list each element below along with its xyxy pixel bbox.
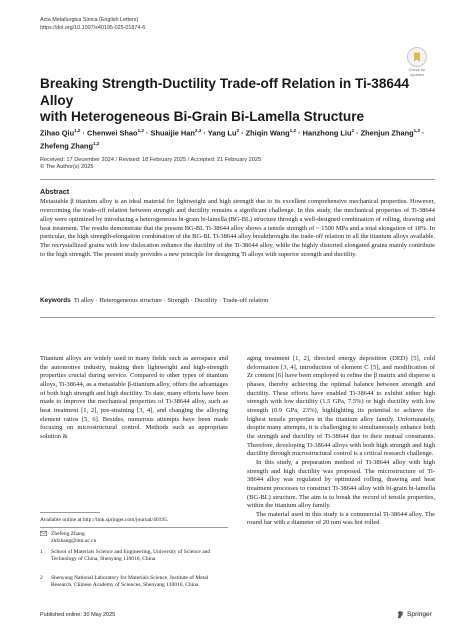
body-left-column bbox=[40, 355, 228, 442]
author-name[interactable]: Zhenjun Zhang bbox=[360, 128, 414, 138]
divider bbox=[40, 179, 435, 180]
contact-name: Zhefeng Zhang bbox=[51, 531, 85, 537]
body-right-column bbox=[247, 355, 435, 528]
springer-logo bbox=[396, 610, 432, 619]
affiliation-text: Shenyang National Laboratory for Materials Science, Institute of Metal Research, Chinese Academy of Sciences, Shenyang 110016, China bbox=[51, 575, 209, 589]
keywords-text: Ti alloy · Heterogeneous structure · Strength · Ductility · Trade-off relation bbox=[73, 297, 269, 304]
contact-email[interactable]: zhfzhang@imr.ac.cn bbox=[51, 538, 97, 545]
author-name[interactable]: Yang Lu bbox=[207, 128, 237, 138]
keywords-label: Keywords bbox=[40, 297, 71, 304]
author-affiliation: 2 bbox=[351, 128, 355, 133]
copyright: © The Author(s) 2025 bbox=[40, 164, 94, 171]
divider bbox=[40, 317, 435, 318]
springer-horse-icon bbox=[396, 610, 405, 619]
title-line2: with Heterogeneous Bi-Grain Bi-Lamella Structure bbox=[40, 109, 365, 124]
contact-author bbox=[40, 531, 228, 545]
online-link[interactable]: Available online at http://link.springer.com/journal/40195. bbox=[40, 517, 169, 523]
body-paragraph: In this study, a preparation method of Ti-38644 alloy with high strength and high ductility was proposed. The microstructure of Ti-38644 alloy was regulated by optimized rolling, drawing and heat treatment processes to construct Ti-38644 alloy with bi-grain bi-lamella (BG-BL) structure. The aim is to break the record of tensile properties, within the titanium alloy family. bbox=[247, 458, 435, 510]
title-line1: Breaking Strength-Ductility Trade-off Relation in Ti-38644 Alloy bbox=[40, 76, 410, 108]
affiliation-number: 2 bbox=[40, 575, 43, 581]
affiliation-number: 1 bbox=[40, 549, 43, 555]
author-affiliation: 1,2 bbox=[289, 128, 297, 133]
badge-line2: updates bbox=[409, 71, 425, 77]
doi-link[interactable]: https://doi.org/10.1007/s40195-025-01874-6 bbox=[40, 24, 146, 31]
bookmark-icon bbox=[407, 47, 427, 67]
divider bbox=[40, 527, 228, 528]
author-affiliation: 2 bbox=[236, 128, 240, 133]
body-paragraph: Titanium alloys are widely used in many fields such as aerospace and the automotive industry, making their lightweight and high-strength properties crucial during service. Compared to other types of titanium alloys, Ti-38644, as a metastable β-titanium alloy, offers the advantages of both high strength and high ductility. To date, many efforts have been made to improve the mechanical properties of Ti-38644 alloy, such as heat treatment [1, 2], pre-straining [3, 4], and changing the alloying element ratios [5, 6]. Besides, numerous attempts have been made focusing on microstructural control. Methods such as appropriate solution & bbox=[40, 355, 228, 440]
abstract-text: Metastable β titanium alloy is an ideal material for lightweight and high strength due to its excellent comprehensive mechanical properties. However, overcoming the trade-off relation between strength and ductility remains a significant challenge. In this study, the mechanical properties of Ti-38644 alloy were optimized by introducing a heterogeneous bi-grain bi-lamella (BG-BL) structure through a well-designed combination of rolling, drawing and heat treatment. The results demonstrate that the present BG-BL Ti-38644 alloy shows a tensile strength of ~ 1500 MPa and a total elongation of 18%. In particular, the high strength-elongation combination of the BG-BL Ti-38644 alloy breakthroughs the trade-off relation in all the titanium alloys available. The recrystallized grains with low dislocation enhance the ductility of the Ti-38644 alloy, while the highly distorted elongated grains mainly contribute to the high strength. The present study provides a new principle for designing Ti alloys with superior strength and ductility. bbox=[40, 198, 435, 259]
author-name[interactable]: Chenwei Shao bbox=[87, 128, 138, 138]
footnote-divider bbox=[40, 512, 100, 513]
affiliation-1 bbox=[40, 549, 228, 563]
keywords bbox=[40, 297, 435, 306]
body-paragraph: aging treatment [1, 2], directed energy deposition (DED) [5], cold deformation [3, 4], introduction of element C [5], and modification of Zr content [6] have been employed to refine the β matrix and disperse α phases, thereby achieving the optimal balance between strength and ductility. These efforts have enabled Ti-38644 to exhibit either high strength with low ductility (1.5 GPa, 7.5%) or high ductility with low strength (0.9 GPa, 23%), highlighting its potential to achieve the highest tensile properties in the titanium alloy family. Unfortunately, despite many attempts, it is challenging to simultaneously enhance both the strength and ductility of Ti-38644 due to their mutual constraints. Therefore, developing Ti-38644 alloys with both high strength and high ductility through microstructural control is a critical research challenge. bbox=[247, 355, 435, 458]
journal-name: Acta Metallurgica Sinica (English Letters) bbox=[40, 17, 139, 23]
publisher-name: Springer bbox=[407, 611, 432, 618]
footnote-online bbox=[40, 517, 228, 524]
author-name[interactable]: Zhiqin Wang bbox=[245, 128, 290, 138]
affiliation-text: School of Materials Science and Engineering, University of Science and Technology of China, Shenyang 110016, China bbox=[51, 549, 211, 563]
published-online: Published online: 30 May 2025 bbox=[40, 612, 116, 618]
abstract-heading: Abstract bbox=[40, 187, 70, 196]
author-affiliation: 2,3 bbox=[194, 128, 202, 133]
author-affiliation: 1,2 bbox=[137, 128, 144, 133]
author-name[interactable]: Hanzhong Liu bbox=[302, 128, 352, 138]
received-dates: Received: 17 December 2024 / Revised: 18 February 2025 / Accepted: 21 February 2025 bbox=[40, 157, 262, 163]
author-affiliation: 1,2 bbox=[413, 128, 420, 133]
publication-dates bbox=[40, 157, 435, 172]
author-list: Zihao Qiu$^{1,2}$ · Chenwei Shao$^{1,2}$ · Shuaijie Han$^{2,3}$ · Yang $Lu^2$ · Zhiqin Wang$^{1,2}$ · Hanzhong Liu$^2$ · Zhenjun Zhang$^{1,2}$ · Zhefeng Zhang$^{1,2}$ bbox=[40, 128, 425, 151]
envelope-icon bbox=[40, 531, 51, 545]
journal-header bbox=[40, 17, 145, 32]
affiliation-2 bbox=[40, 575, 228, 589]
author-name[interactable]: Shuaijie Han bbox=[150, 128, 195, 138]
badge-line1: Check for bbox=[408, 67, 426, 72]
author-affiliation: 1,2 bbox=[92, 140, 100, 146]
body-paragraph: The material used in this study is a commercial Ti-38644 alloy. The round bar with a diameter of 20 mm was hot rolled bbox=[247, 510, 435, 527]
author-affiliation: 1,2 bbox=[74, 128, 81, 133]
paper-title bbox=[40, 76, 435, 126]
author-name[interactable]: Zihao Qiu bbox=[40, 128, 75, 138]
author-name[interactable]: Zhefeng Zhang bbox=[40, 141, 93, 151]
